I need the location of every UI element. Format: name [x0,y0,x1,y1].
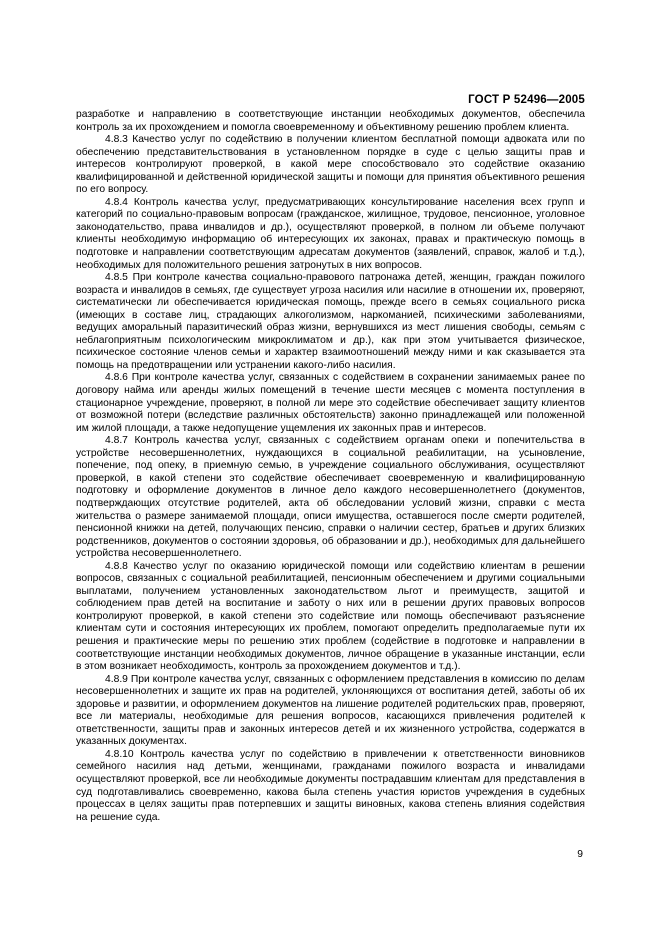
paragraph-4-8-5: 4.8.5 При контроле качества социально-правового патронажа детей, женщин, граждан пожилого возраста и инвалидов в семьях, где существует угроза насилия или насилие в отношении их, проверяют, систематически ли обеспечивается юридическая помощь, прежде всего в семьях социального риска (имеющих в составе лиц, страдающих алкоголизмом, наркоманией, психическими заболеваниями, ведущих аморальный паразитический образ жизни, вернувшихся из мест лишения свободы, семьям с неблагоприятным психологическим микроклиматом и др.), как при этом учитывается физическое, психическое состояние членов семьи и характер взаимоотношений между ними и как сказывается эта помощь на предотвращении или устранении какого-либо насилия. [76,272,585,371]
paragraph-4-8-3: 4.8.3 Качество услуг по содействию в получении клиентом бесплатной помощи адвоката или по обеспечению представительствования в установленном порядке в суде с целью защиты прав и интересов контролируют проверкой, в какой мере способствовало это содействие оказанию квалифицированной и действенной юридической защиты и помощи для принятия объективного решения по его вопросу. [76,134,585,196]
document-body [76,109,585,824]
paragraph-4-8-10: 4.8.10 Контроль качества услуг по содействию в привлечении к ответственности виновников семейного насилия над детьми, женщинами, гражданами пожилого возраста и инвалидами осуществляют проверкой, все ли необходимые документы пострадавшим клиентам для представления в суд подготавливались своевременно, какова была степень участия юристов учреждения в судебных процессах в целях защиты прав потерпевших и защиты виновных, какова степень влияния содействия на решение суда. [76,748,585,823]
paragraph-4-8-9: 4.8.9 При контроле качества услуг, связанных с оформлением представления в комиссию по делам несовершеннолетних и защите их прав на родителей, уклоняющихся от воспитания детей, заботы об их здоровье и развитии, и оформлением документов на лишение родителей родительских прав, проверяют, все ли материалы, необходимые для решения вопросов, касающихся привлечения родителей к ответственности, защиты прав и законных интересов детей и их жизненного устройства, содержатся в указанных документах. [76,673,585,748]
page-number: 9 [577,849,583,860]
paragraph-4-8-6: 4.8.6 При контроле качества услуг, связанных с содействием в сохранении занимаемых ранее по договору найма или аренды жилых помещений в течение шести месяцев с момента поступления в стационарное учреждение, проверяют, в полной ли мере это содействие обеспечивает защиту клиентов от возможной потери (вследствие различных обстоятельств) законно принадлежащей или положенной им жилой площади, а также недопущение ущемления их законных прав и интересов. [76,372,585,434]
paragraph-4-8-7: 4.8.7 Контроль качества услуг, связанных с содействием органам опеки и попечительства в устройстве несовершеннолетних, нуждающихся в социальной реабилитации, на усыновление, попечение, под опеку, в приемную семью, в учреждение социального обслуживания, осуществляют проверкой, в какой степени это содействие обеспечивает своевременную и квалифицированную подготовку и оформление документов в личное дело каждого несовершеннолетнего (документов, подтверждающих отсутствие родителей, акта об обследовании условий жизни, справки с места жительства о размере занимаемой площади, описи имущества, оставшегося после смерти родителей, пенсионной книжки на детей, получающих пенсию, справки о наличии сестер, братьев и других близких родственников, документов о состоянии здоровья, об образовании и др.), необходимых для дальнейшего устройства несовершеннолетнего. [76,435,585,560]
paragraph-continuation: разработке и направлению в соответствующие инстанции необходимых документов, обеспечила контроль за их прохождением и помогла своевременному и объективному решению проблем клиента. [76,109,585,133]
paragraph-4-8-4: 4.8.4 Контроль качества услуг, предусматривающих консультирование населения всех групп и категорий по социально-правовым вопросам (гражданское, жилищное, трудовое, пенсионное, уголовное законодательство, права инвалидов и др.), осуществляют проверкой, в полном ли объеме получают клиенты необходимую информацию об интересующих их законах, правах и практическую помощь в подготовке и направлении соответствующим адресатам документов (заявлений, справок, жалоб и т.д.), необходимых для положительного решения затронутых в них вопросов. [76,196,585,271]
paragraph-4-8-8: 4.8.8 Качество услуг по оказанию юридической помощи или содействию клиентам в решении вопросов, связанных с социальной реабилитацией, пенсионным обеспечением и другими социальными выплатами, получением установленных законодательством льгот и преимуществ, защитой и соблюдением прав детей на воспитание и заботу о них или в решении других правовых вопросов контролируют проверкой, в какой степени это содействие или помощь обеспечивают разъяснение клиентам сути и состояния интересующих их проблем, помогают определить предполагаемые пути их решения и практические меры по решению этих проблем (содействие в подготовке и направлении в соответствующие инстанции необходимых документов, личное обращение в указанные инстанции, если в этом возникает необходимость, контроль за прохождением документов и т.д.). [76,560,585,673]
standard-header: ГОСТ Р 52496—2005 [468,94,585,106]
